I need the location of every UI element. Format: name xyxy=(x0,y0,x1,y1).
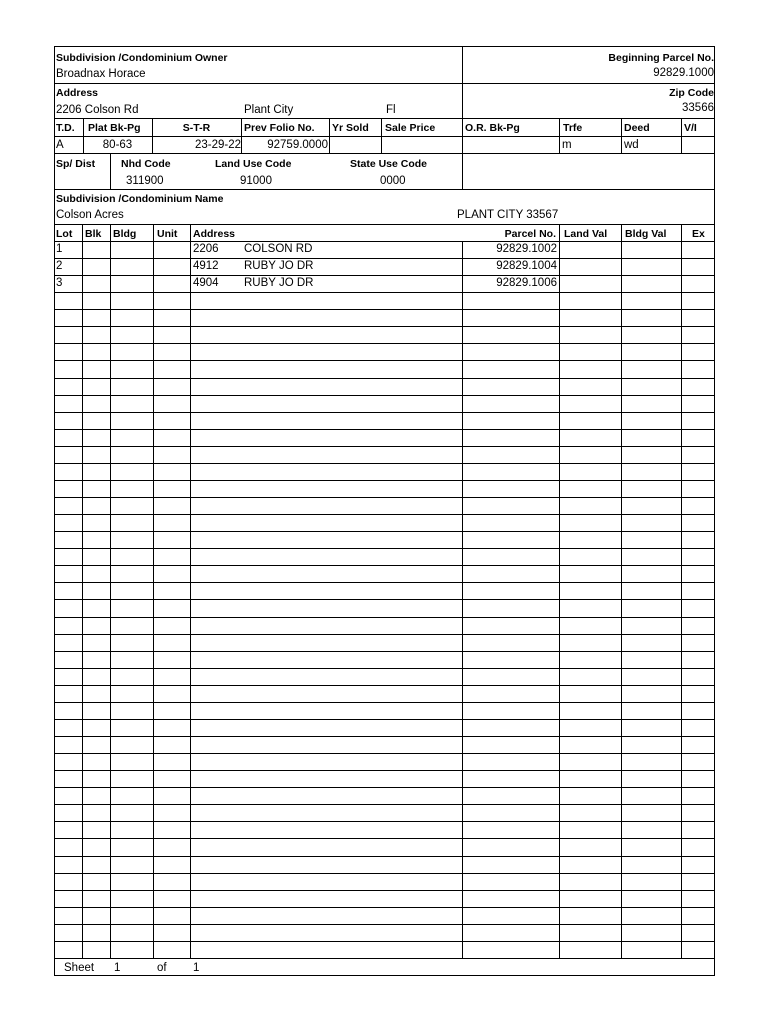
beginning-parcel-value: 92829.1000 xyxy=(653,67,714,79)
rule-trfe xyxy=(621,118,622,153)
table-column-rule xyxy=(190,224,191,958)
owner-value: Broadnax Horace xyxy=(56,68,146,80)
saleprice-label: Sale Price xyxy=(385,122,436,134)
table-column-rule xyxy=(621,224,622,958)
deed-label: Deed xyxy=(624,122,650,134)
zip-value: 33566 xyxy=(682,102,714,114)
table-column-rule xyxy=(82,224,83,958)
prevfolio-value: 92759.0000 xyxy=(267,139,328,151)
col-parcel-header: Parcel No. xyxy=(504,228,556,240)
table-column-rule xyxy=(153,224,154,958)
sheet-label: Sheet xyxy=(64,962,95,974)
street-name-cell: RUBY JO DR xyxy=(244,260,314,272)
lot-cell: 3 xyxy=(56,277,63,289)
zip-label: Zip Code xyxy=(669,87,714,99)
of-label: of xyxy=(157,962,167,974)
subdivision-name-value: Colson Acres xyxy=(56,209,124,221)
nhd-value: 311900 xyxy=(126,175,164,187)
nhd-label: Nhd Code xyxy=(121,158,171,170)
rule-spdist xyxy=(110,153,111,189)
table-column-rule xyxy=(110,224,111,958)
col-bldgval-header: Bldg Val xyxy=(625,228,667,240)
col-unit-header: Unit xyxy=(157,228,178,240)
parcel-cell: 92829.1004 xyxy=(496,260,557,272)
spdist-label: Sp/ Dist xyxy=(56,158,96,170)
street-number-cell: 4912 xyxy=(193,260,219,272)
trfe-value: m xyxy=(562,139,572,151)
landuse-label: Land Use Code xyxy=(215,158,292,170)
street-number-cell: 2206 xyxy=(193,243,219,255)
platbk-label: Plat Bk-Pg xyxy=(88,122,141,134)
rule-yrsold xyxy=(381,118,382,153)
stateuse-label: State Use Code xyxy=(350,158,428,170)
prevfolio-label: Prev Folio No. xyxy=(244,122,315,134)
rule-orbk xyxy=(559,118,560,153)
rule-row1-header xyxy=(54,136,715,137)
subdivision-city-value: PLANT CITY 33567 xyxy=(457,209,559,221)
orbk-label: O.R. Bk-Pg xyxy=(465,122,520,134)
landuse-value: 91000 xyxy=(240,175,272,187)
col-ex-header: Ex xyxy=(692,228,705,240)
trfe-label: Trfe xyxy=(563,122,583,134)
str-value: 23-29-22 xyxy=(194,139,241,151)
street-number-cell: 4904 xyxy=(193,277,219,289)
street-name-cell: COLSON RD xyxy=(244,243,313,255)
beginning-parcel-label: Beginning Parcel No. xyxy=(608,52,714,64)
rule-prevfolio xyxy=(329,118,330,153)
address-city: Plant City xyxy=(244,104,294,116)
subdivision-name-label: Subdivision /Condominium Name xyxy=(56,193,224,205)
vi-label: V/I xyxy=(684,122,697,134)
parcel-cell: 92829.1006 xyxy=(496,277,557,289)
yrsold-label: Yr Sold xyxy=(332,122,369,134)
rule-owner-bottom xyxy=(54,83,715,84)
rule-main-split xyxy=(462,46,463,189)
col-landval-header: Land Val xyxy=(564,228,608,240)
td-label: T.D. xyxy=(56,122,75,134)
sheet-total: 1 xyxy=(193,962,200,974)
table-row-rule xyxy=(54,958,715,959)
lot-cell: 1 xyxy=(56,243,63,255)
rule-deed xyxy=(681,118,682,153)
col-address-header: Address xyxy=(193,228,236,240)
rule-address-bottom xyxy=(54,118,715,119)
td-value: A xyxy=(56,139,64,151)
col-bldg-header: Bldg xyxy=(113,228,137,240)
stateuse-value: 0000 xyxy=(380,175,406,187)
parcel-cell: 92829.1002 xyxy=(496,243,557,255)
rule-row2-bottom xyxy=(54,189,715,190)
owner-label: Subdivision /Condominium Owner xyxy=(56,52,228,64)
rule-row1-bottom xyxy=(54,153,715,154)
platbk-value: 80-63 xyxy=(102,139,133,151)
address-state: Fl xyxy=(386,104,396,116)
address-street: 2206 Colson Rd xyxy=(56,104,139,116)
str-label: S-T-R xyxy=(182,122,211,134)
col-lot-header: Lot xyxy=(56,228,73,240)
table-column-rule xyxy=(559,224,560,958)
table-column-rule xyxy=(681,224,682,958)
deed-value: wd xyxy=(624,139,639,151)
street-name-cell: RUBY JO DR xyxy=(244,277,314,289)
address-label: Address xyxy=(56,87,99,99)
lot-cell: 2 xyxy=(56,260,63,272)
sheet-number: 1 xyxy=(114,962,121,974)
table-column-rule xyxy=(462,241,463,958)
rule-str xyxy=(241,118,242,153)
col-blk-header: Blk xyxy=(85,228,102,240)
